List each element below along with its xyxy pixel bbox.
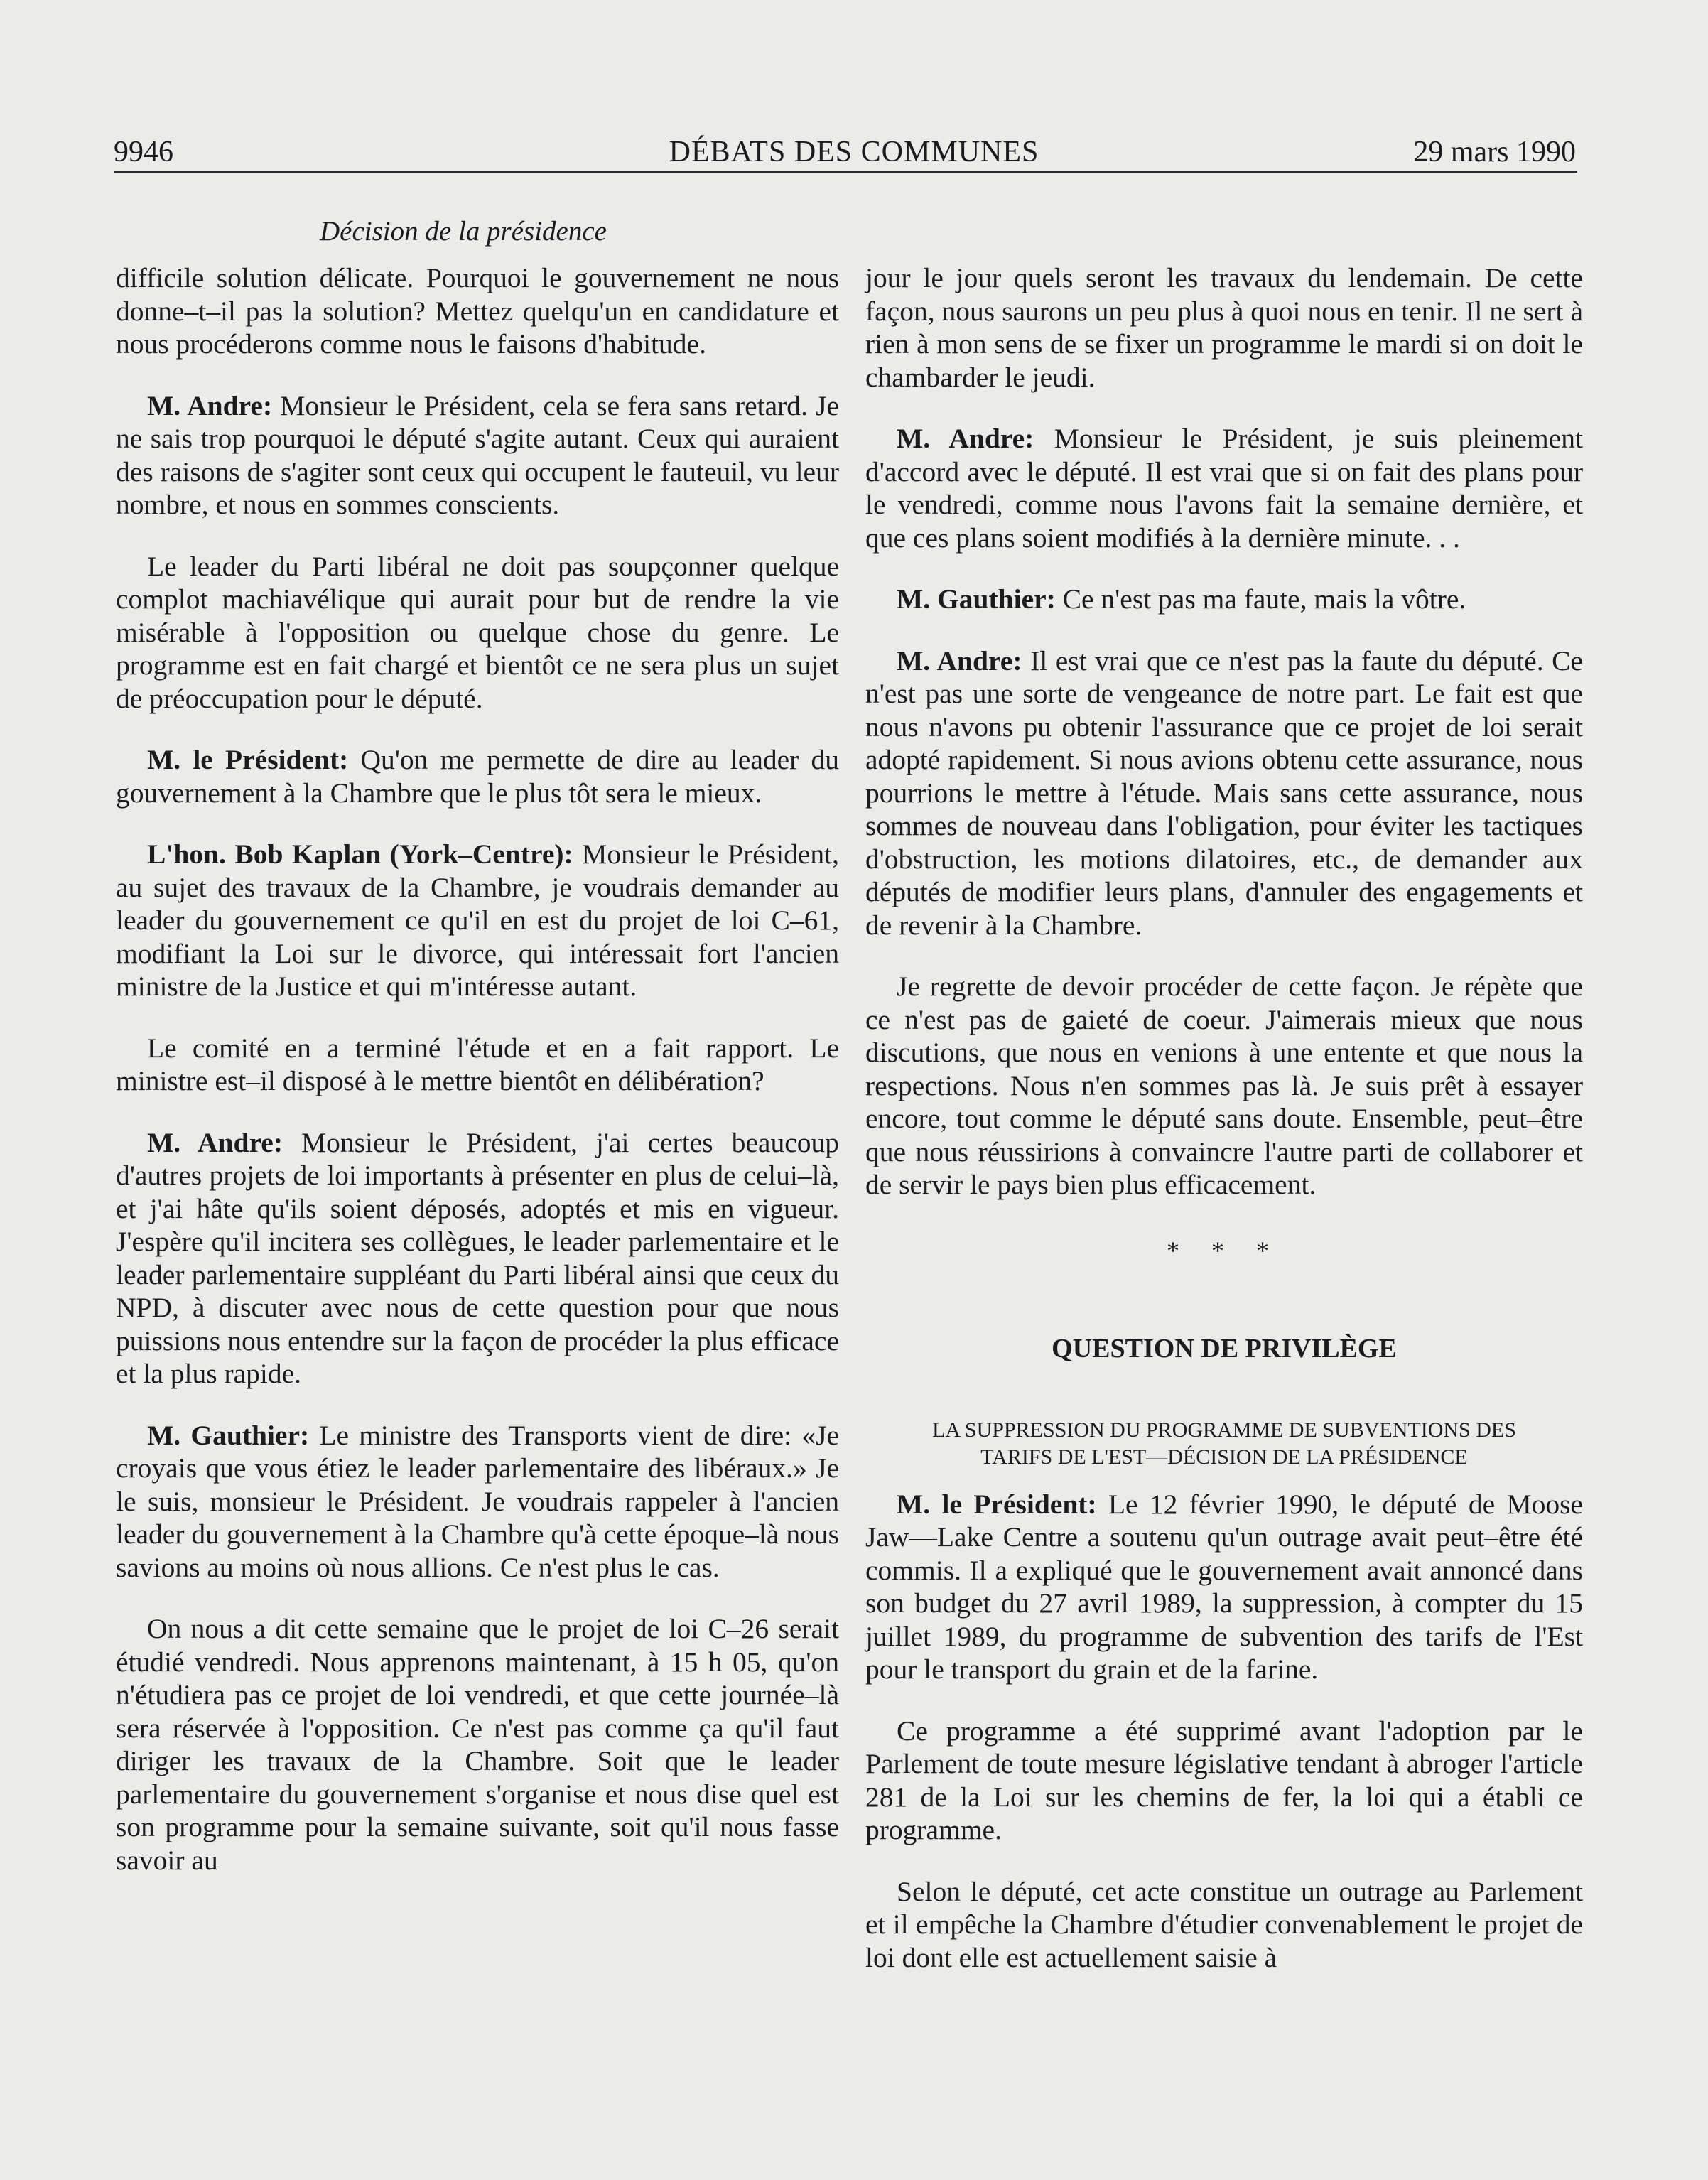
right-column-top (865, 261, 1583, 1202)
publication-title: DÉBATS DES COMMUNES (669, 136, 1039, 168)
speaker-name: M. le Président: (147, 744, 349, 775)
paragraph (865, 1488, 1583, 1686)
section-separator: * * * (1167, 1236, 1282, 1265)
paragraph-text: Selon le député, cet acte constitue un outrage au Parlement et il empêche la Chambre d'étudier convenablement le projet de loi dont elle est actuellement saisie à (865, 1875, 1583, 1973)
paragraph-text: Le leader du Parti libéral ne doit pas soupçonner quelque complot machiavélique qui aurait pour but de rendre la vie misérable à l'opposition ou quelque chose du genre. Le programme est en fait chargé et bientôt ce ne sera plus un sujet de préoccupation pour le député. (116, 550, 839, 714)
paragraph (116, 550, 839, 716)
paragraph (865, 970, 1583, 1202)
speaker-name: L'hon. Bob Kaplan (York–Centre): (147, 838, 573, 870)
paragraph-text: Le 12 février 1990, le député de Moose Jaw—Lake Centre a soutenu qu'un outrage avait peut–être été commis. Il a expliqué que le gouvernement avait annoncé dans son budget du 27 avril 1989, la suppression, à compter du 15 juillet 1989, du programme de subvention des tarifs de l'Est pour le transport du grain et de la farine. (865, 1488, 1583, 1685)
speaker-name: M. le Président: (897, 1488, 1097, 1520)
speaker-name: M. Andre: (147, 389, 273, 421)
paragraph-text: Monsieur le Président, au sujet des travaux de la Chambre, je voudrais demander au leader du gouvernement ce qu'il en est du projet de loi C–61, modifiant la Loi sur le divorce, qui intéressait fort l'ancien ministre de la Justice et qui m'intéresse autant. (116, 838, 839, 1002)
paragraph (116, 743, 839, 809)
paragraph (865, 644, 1583, 942)
paragraph-text: jour le jour quels seront les travaux du lendemain. De cette façon, nous saurons un peu plus à quoi nous en tenir. Il ne sert à rien à mon sens de se fixer un programme le mardi si on doit le chambarder le jeudi. (865, 262, 1583, 393)
paragraph (865, 1875, 1583, 1975)
paragraph-text: Ce programme a été supprimé avant l'adoption par le Parlement de toute mesure législative tendant à abroger l'article 281 de la Loi sur les chemins de fer, la loi qui a établi ce programme. (865, 1715, 1583, 1845)
paragraph-text: Qu'on me permette de dire au leader du gouvernement à la Chambre que le plus tôt sera le mieux. (116, 744, 839, 809)
left-column (116, 261, 839, 1905)
paragraph-text: Le ministre des Transports vient de dire: «Je croyais que vous étiez le leader parlementaire des libéraux.» Je le suis, monsieur le Président. Je voudrais rappeler à l'ancien leader du gouvernement à la Chambre qu'à cette époque–là nous savions au moins où nous allions. Ce n'est plus le cas. (116, 1419, 839, 1583)
paragraph (116, 1126, 839, 1391)
paragraph-text: Monsieur le Président, je suis pleinement d'accord avec le député. Il est vrai que si on fait des plans pour le vendredi, comme nous l'avons fait la semaine dernière, et que ces plans soient modifiés à la dernière minute. . . (865, 423, 1583, 554)
paragraph (865, 261, 1583, 394)
speaker-name: M. Gauthier: (897, 583, 1056, 615)
right-column-bottom (865, 1488, 1583, 1975)
paragraph (865, 583, 1583, 616)
publication-date: 29 mars 1990 (1413, 136, 1576, 168)
paragraph-text: Ce n'est pas ma faute, mais la vôtre. (1062, 583, 1466, 615)
question-heading: QUESTION DE PRIVILÈGE (1052, 1334, 1397, 1364)
subheading-line-2: TARIFS DE L'EST—DÉCISION DE LA PRÉSIDENCE (980, 1445, 1468, 1469)
paragraph-text: Je regrette de devoir procéder de cette façon. Je répète que ce n'est pas de gaieté de coeur. J'aimerais mieux que nous discutions, que nous en venions à une entente et que nous la respections. Nous n'en sommes pas là. Je suis prêt à essayer encore, tout comme le député sans doute. Ensemble, peut–être que nous réussirions à convaincre l'autre parti de collaborer et de servir le pays bien plus efficacement. (865, 971, 1583, 1200)
paragraph-text: Il est vrai que ce n'est pas la faute du député. Ce n'est pas une sorte de vengeance de notre part. Le fait est que nous n'avons pu obtenir l'assurance que ce projet de loi serait adopté rapidement. Si nous avions obtenu cette assurance, nous pourrions le mettre à l'étude. Mais sans cette assurance, nous sommes de nouveau dans l'obligation, pour éviter les tactiques d'obstruction, les motions dilatoires, etc., de demander aux députés de modifier leurs plans, d'annuler des engagements et de revenir à la Chambre. (865, 644, 1584, 941)
page-number: 9946 (114, 136, 173, 168)
speaker-name: M. Gauthier: (147, 1419, 310, 1451)
section-heading: Décision de la présidence (320, 216, 607, 247)
paragraph-text: On nous a dit cette semaine que le projet de loi C–26 serait étudié vendredi. Nous apprenons maintenant, à 15 h 05, qu'on n'étudiera pas ce projet de loi vendredi, et que cette journée–là sera réservée à l'opposition. Ce n'est pas comme ça qu'il faut diriger les travaux de la Chambre. Soit que le leader parlementaire du gouvernement s'organise et nous dise quel est son programme pour la semaine suivante, soit qu'il nous fasse savoir au (116, 1613, 839, 1876)
right-column (865, 261, 1583, 2002)
paragraph-text: difficile solution délicate. Pourquoi le gouvernement ne nous donne–t–il pas la solution? Mettez quelqu'un en candidature et nous procéderons comme nous le faisons d'habitude. (116, 262, 839, 360)
paragraph (116, 838, 839, 1003)
header-rule (114, 171, 1577, 173)
paragraph (116, 1612, 839, 1877)
subheading (865, 1417, 1583, 1471)
speaker-name: M. Andre: (897, 423, 1034, 454)
paragraph (116, 261, 839, 361)
paragraph (116, 1419, 839, 1585)
speaker-name: M. Andre: (897, 644, 1022, 676)
paragraph (116, 389, 839, 522)
paragraph-text: Le comité en a terminé l'étude et en a fait rapport. Le ministre est–il disposé à le mettre bientôt en délibération? (116, 1032, 839, 1096)
paragraph-text: Monsieur le Président, j'ai certes beaucoup d'autres projets de loi importants à présenter en plus de celui–là, et j'ai hâte qu'ils soient déposés, adoptés et mis en vigueur. J'espère qu'il incitera ses collègues, le leader parlementaire et le leader parlementaire suppléant du Parti libéral ainsi que ceux du NPD, à discuter avec nous de cette question pour que nous puissions nous entendre sur la façon de procéder la plus efficace et la plus rapide. (116, 1126, 839, 1389)
paragraph-text: Monsieur le Président, cela se fera sans retard. Je ne sais trop pourquoi le député s'agite autant. Ceux qui auraient des raisons de s'agiter sont ceux qui occupent le fauteuil, vu leur nombre, et nous en sommes conscients. (116, 389, 839, 520)
subheading-line-1: LA SUPPRESSION DU PROGRAMME DE SUBVENTIONS DES (932, 1418, 1516, 1442)
speaker-name: M. Andre: (147, 1126, 283, 1158)
paragraph (865, 422, 1583, 554)
paragraph (116, 1032, 839, 1098)
paragraph (865, 1715, 1583, 1847)
